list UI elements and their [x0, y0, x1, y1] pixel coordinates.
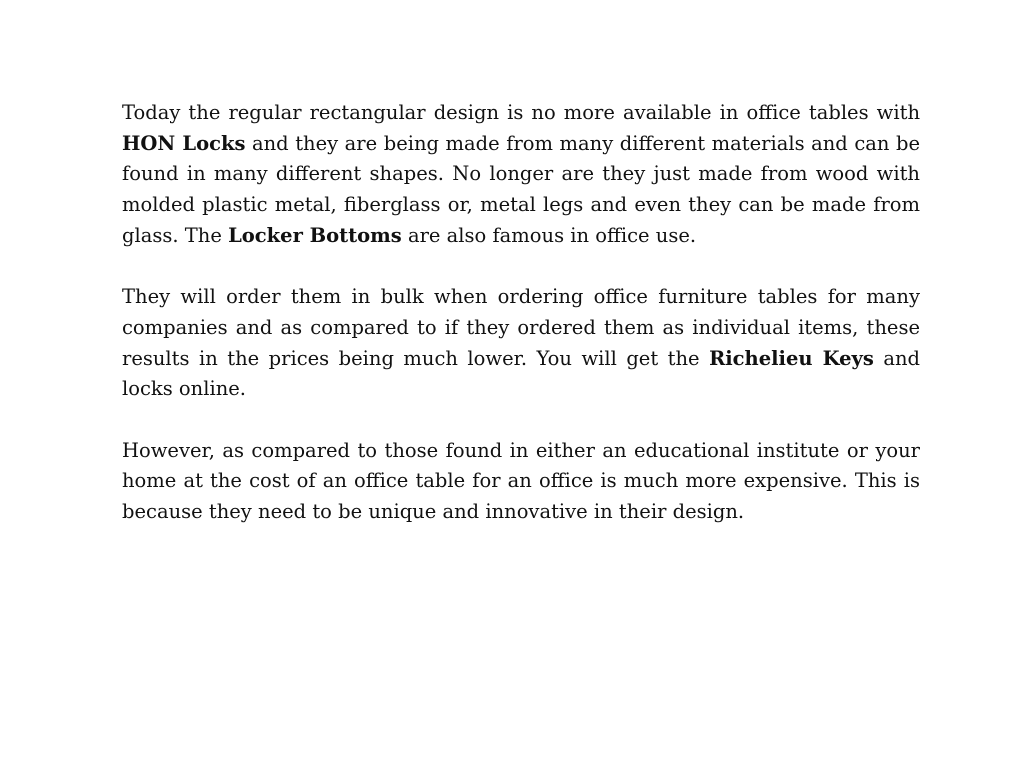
keyword-locker-bottoms: Locker Bottoms: [228, 223, 402, 247]
paragraph-2-text-b: and locks online.: [122, 346, 920, 401]
keyword-richelieu-keys: Richelieu Keys: [709, 346, 874, 370]
paragraph-3-text: However, as compared to those found in either an educational institute or your home at the cost of an office table for an office is much more expensive. This is because they need to be unique and innovative in their design.: [122, 438, 920, 524]
document-body: [122, 98, 920, 528]
paragraph-2: [122, 282, 920, 405]
paragraph-1: [122, 98, 920, 252]
paragraph-1-text-a: Today the regular rectangular design is no more available in office tables with: [122, 101, 920, 124]
paragraph-3: [122, 436, 920, 528]
keyword-hon-locks: HON Locks: [122, 131, 246, 155]
paragraph-2-text-a: They will order them in bulk when ordering office furniture tables for many companies and as compared to if they ordered them as individual items, these results in the prices being much lower. You will get the: [122, 285, 920, 370]
paragraph-1-text-b: and they are being made from many different materials and can be found in many different shapes. No longer are they just made from wood with molded plastic metal, fiberglass or, metal legs and even they can be made from glass. The: [122, 131, 920, 247]
paragraph-1-text-c: are also famous in office use.: [401, 223, 697, 247]
